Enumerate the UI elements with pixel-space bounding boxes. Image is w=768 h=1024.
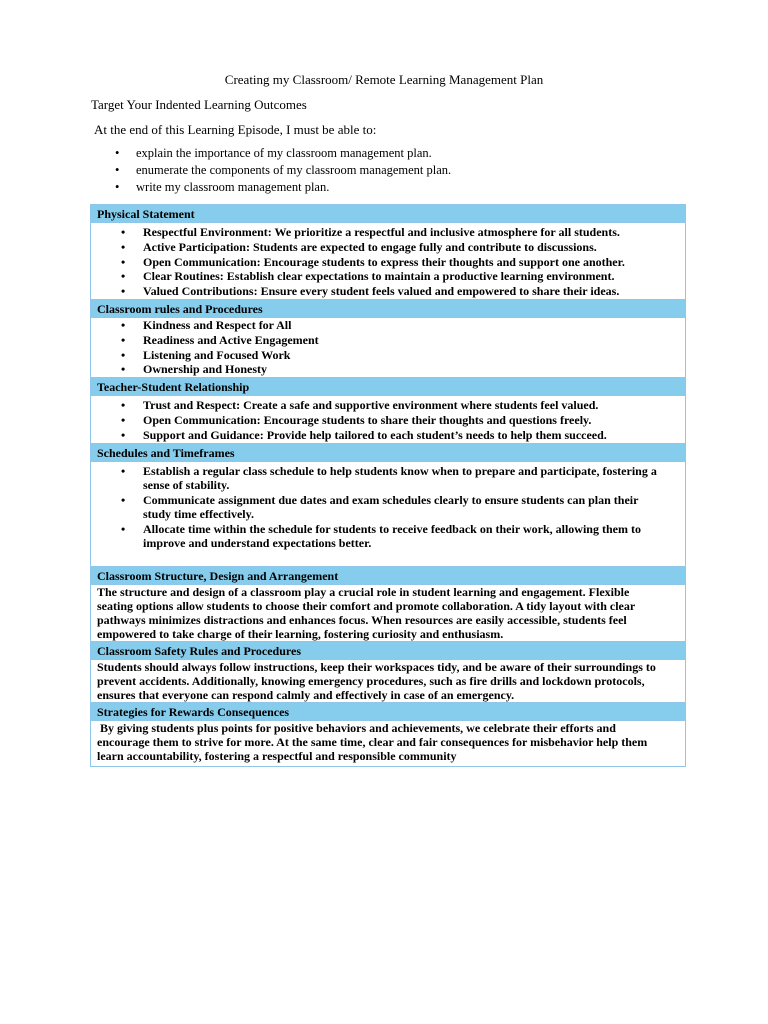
structure-cell xyxy=(91,584,686,641)
classroom-rules-list xyxy=(97,318,679,377)
section-body-row xyxy=(91,461,686,566)
list-item: • Allocate time within the schedule for students to receive feedback on their work, allowing them to improve and understand expectations better. xyxy=(97,522,679,550)
safety-paragraph: Students should always follow instructions, keep their workspaces tidy, and be aware of their surroundings to prevent accidents. Additionally, knowing emergency procedures, such as fire drills and lockdown protocols, ensures that everyone can respond calmly and effectively in case of an emergency. xyxy=(97,659,656,703)
list-item: • Kindness and Respect for All xyxy=(97,318,679,333)
section-header-row xyxy=(91,443,686,461)
list-item: • Communicate assignment due dates and exam schedules clearly to ensure students can plan their study time effectively. xyxy=(97,493,679,521)
section-header-row xyxy=(91,205,686,223)
list-item: • Open Communication: Encourage students to express their thoughts and support one another. xyxy=(97,255,679,269)
list-item: • Support and Guidance: Provide help tailored to each student’s needs to help them succeed. xyxy=(97,428,679,442)
teacher-student-heading: Teacher-Student Relationship xyxy=(91,378,686,396)
list-item: • Active Participation: Students are expected to engage fully and contribute to discussions. xyxy=(97,240,679,254)
objective-item: • write my classroom management plan. xyxy=(111,179,451,196)
list-item: • Clear Routines: Establish clear expectations to maintain a productive learning environment. xyxy=(97,269,679,283)
physical-statement-list xyxy=(97,225,679,298)
document-title: Creating my Classroom/ Remote Learning Management Plan xyxy=(224,72,544,87)
physical-statement-heading: Physical Statement xyxy=(91,205,686,223)
section-body-row xyxy=(91,584,686,641)
list-item: • Listening and Focused Work xyxy=(97,348,679,363)
rewards-paragraph: By giving students plus points for positive behaviors and achievements, we celebrate their efforts and encourage them to strive for more. At the same time, clear and fair consequences for misbehavior help them learn accountability, fostering a respectful and responsible community xyxy=(97,721,651,764)
section-header-row xyxy=(91,566,686,584)
list-item: • Open Communication: Encourage students to share their thoughts and questions freely. xyxy=(97,413,679,427)
list-item: • Readiness and Active Engagement xyxy=(97,333,679,348)
section-header-row xyxy=(91,299,686,317)
teacher-student-list xyxy=(97,398,679,442)
list-item: • Establish a regular class schedule to help students know when to prepare and participate, fostering a sense of stability. xyxy=(97,464,679,492)
section-body-row xyxy=(91,721,686,766)
classroom-rules-cell xyxy=(91,317,686,377)
section-header-row xyxy=(91,703,686,721)
schedules-list xyxy=(97,464,679,550)
list-item: • Trust and Respect: Create a safe and supportive environment where students feel valued. xyxy=(97,398,679,412)
list-item: • Ownership and Honesty xyxy=(97,362,679,377)
intro-text: At the end of this Learning Episode, I must be able to: xyxy=(94,122,377,137)
section-header-row xyxy=(91,641,686,659)
structure-paragraph: The structure and design of a classroom play a crucial role in student learning and engagement. Flexible seating options allow students to choose their comfort and promote collaboration. A tidy layout with clear pathways minimizes distractions and enhances focus. When resources are easily accessible, students feel empowered to take charge of their learning, fostering curiosity and enthusiasm. xyxy=(97,584,635,641)
rewards-cell xyxy=(91,721,686,766)
section-body-row xyxy=(91,317,686,377)
list-item: • Respectful Environment: We prioritize a respectful and inclusive atmosphere for all students. xyxy=(97,225,679,239)
section-header-row xyxy=(91,378,686,396)
objectives-list xyxy=(111,145,451,195)
objective-item: • explain the importance of my classroom management plan. xyxy=(111,145,451,162)
structure-heading: Classroom Structure, Design and Arrangement xyxy=(91,566,686,584)
schedules-cell xyxy=(91,461,686,566)
section-body-row xyxy=(91,396,686,443)
management-plan-table xyxy=(90,204,686,767)
safety-heading: Classroom Safety Rules and Procedures xyxy=(91,641,686,659)
list-item: • Valued Contributions: Ensure every student feels valued and empowered to share their ideas. xyxy=(97,284,679,298)
teacher-student-cell xyxy=(91,396,686,443)
schedules-heading: Schedules and Timeframes xyxy=(91,443,686,461)
physical-statement-cell xyxy=(91,223,686,300)
objective-item: • enumerate the components of my classroom management plan. xyxy=(111,162,451,179)
classroom-rules-heading: Classroom rules and Procedures xyxy=(91,299,686,317)
target-outcomes-heading: Target Your Indented Learning Outcomes xyxy=(91,97,307,112)
section-body-row xyxy=(91,659,686,702)
safety-cell xyxy=(91,659,686,702)
section-body-row xyxy=(91,223,686,300)
rewards-heading: Strategies for Rewards Consequences xyxy=(91,703,686,721)
